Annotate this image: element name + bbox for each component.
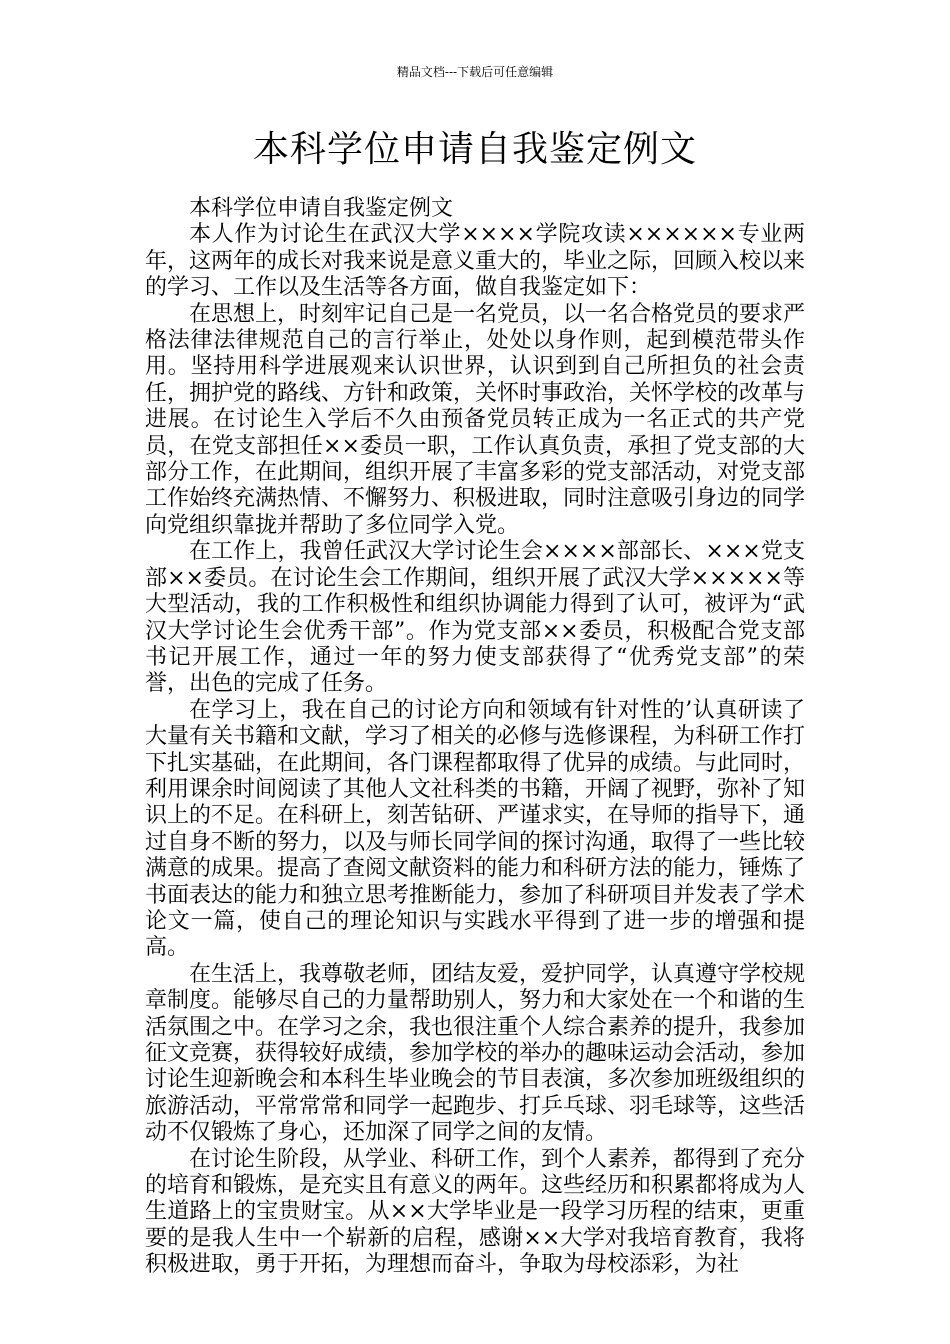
paragraph-summary: 在讨论生阶段，从学业、科研工作，到个人素养，都得到了充分的培育和锻炼，是充实且有意义的两年。这些经历和积累都将成为人生道路上的宝贵财宝。从××大学毕业是一段学习历程的结束，更重要的是我人生中一个崭新的启程，感谢××大学对我培育教育，我将积极进取，勇于开拓，为理想而奋斗，争取为母校添彩，为社 (145, 1146, 806, 1278)
header-note: 精品文档---下载后可任意编辑 (396, 65, 554, 79)
document-body (145, 196, 805, 1279)
paragraph-ideology: 在思想上，时刻牢记自己是一名党员，以一名合格党员的要求严格法律法律规范自己的言行举止，处处以身作则，起到模范带头作用。坚持用科学进展观来认识世界，认识到到自己所担负的社会责任，拥护党的路线、方针和政策，关怀时事政治，关怀学校的改革与进展。在讨论生入学后不久由预备党员转正成为一名正式的共产党员，在党支部担任××委员一职，工作认真负责，承担了党支部的大部分工作，在此期间，组织开展了丰富多彩的党支部活动，对党支部工作始终充满热情、不懈努力、积极进取，同时注意吸引身边的同学向党组织靠拢并帮助了多位同学入党。 (145, 301, 806, 538)
paragraph-intro: 本人作为讨论生在武汉大学××××学院攻读××××××专业两年，这两年的成长对我来说是意义重大的，毕业之际，回顾入校以来的学习、工作以及生活等各方面，做自我鉴定如下： (145, 222, 806, 301)
paragraph-work: 在工作上，我曾任武汉大学讨论生会××××部部长、×××党支部××委员。在讨论生会工作期间，组织开展了武汉大学×××××等大型活动，我的工作积极性和组织协调能力得到了认可，被评为“武汉大学讨论生会优秀干部”。作为党支部××委员，积极配合党支部书记开展工作，通过一年的努力使支部获得了“优秀党支部”的荣誉，出色的完成了任务。 (145, 539, 805, 697)
paragraph-study: 在学习上，我在自己的讨论方向和领域有针对性的’认真研读了大量有关书籍和文献，学习了相关的必修与选修课程，为科研工作打下扎实基础，在此期间，各门课程都取得了优异的成绩。与此同时，利用课余时间阅读了其他人文社科类的书籍，开阔了视野，弥补了知识上的不足。在科研上，刻苦钻研、严谨求实，在导师的指导下，通过自身不断的努力，以及与师长同学间的探讨沟通，取得了一些比较满意的成果。提高了查阅文献资料的能力和科研方法的能力，锤炼了书面表达的能力和独立思考推断能力，参加了科研项目并发表了学术论文一篇，使自己的理论知识与实践水平得到了进一步的增强和提高。 (145, 697, 806, 961)
paragraph-life: 在生活上，我尊敬老师，团结友爱，爱护同学，认真遵守学校规章制度。能够尽自己的力量帮助别人，努力和大家处在一个和谐的生活氛围之中。在学习之余，我也很注重个人综合素养的提升，我参加征文竞赛，获得较好成绩，参加学校的举办的趣味运动会活动，参加讨论生迎新晚会和本科生毕业晚会的节目表演，多次参加班级组织的旅游活动，平常常常和同学一起跑步、打乒乓球、羽毛球等，这些活动不仅锻炼了身心，还加深了同学之间的友情。 (145, 961, 806, 1146)
document-title: 本科学位申请自我鉴定例文 (252, 129, 697, 170)
paragraph-subtitle: 本科学位申请自我鉴定例文 (189, 196, 454, 221)
